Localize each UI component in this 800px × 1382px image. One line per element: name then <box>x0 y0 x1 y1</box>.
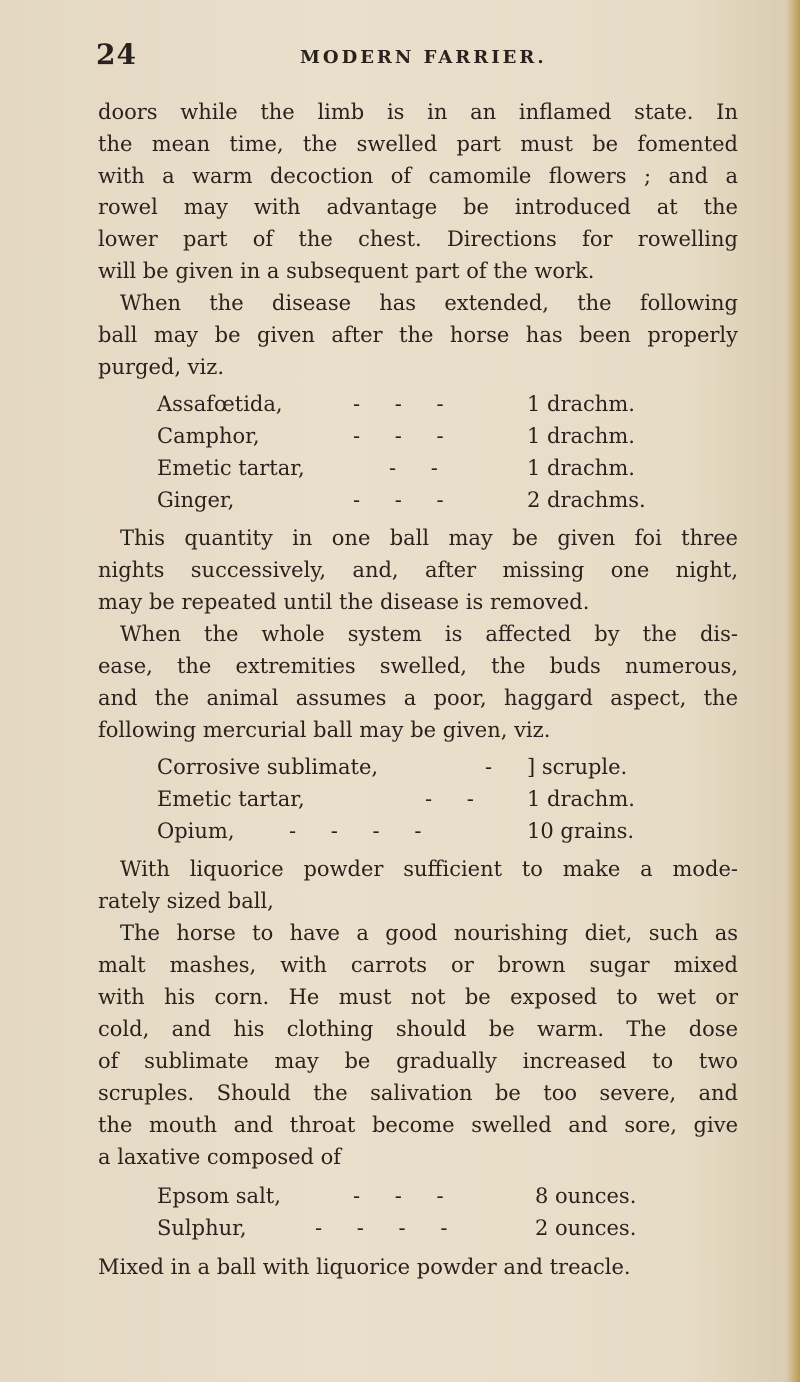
leader-dashes: - - - - <box>289 819 436 843</box>
ingredient-amount: 1 drachm. <box>527 787 635 811</box>
text-line: nights successively, and, after missing one night, <box>98 558 738 582</box>
leader-dashes: - - <box>425 787 488 811</box>
text-line: ball may be given after the horse has been properly <box>98 323 738 347</box>
text-line: and the animal assumes a poor, haggard aspect, the <box>98 686 738 710</box>
text-line: When the whole system is affected by the dis- <box>120 622 738 646</box>
text-line: The horse to have a good nourishing diet, such as <box>120 921 738 945</box>
ingredient-row <box>157 816 697 846</box>
ingredient-amount: 2 ounces. <box>535 1216 637 1240</box>
ingredient-name: Corrosive sublimate, <box>157 755 379 779</box>
ingredient-name: Emetic tartar, <box>157 456 305 480</box>
ingredient-row <box>157 1213 697 1243</box>
text-line: This quantity in one ball may be given foi three <box>120 526 738 550</box>
page-edge <box>786 0 800 1382</box>
ingredient-name: Emetic tartar, <box>157 787 305 811</box>
ingredient-name: Ginger, <box>157 488 235 512</box>
leader-dashes: - - - <box>353 1184 458 1208</box>
ingredient-amount: 1 drachm. <box>527 456 635 480</box>
text-line: will be given in a subsequent part of the work. <box>98 259 595 283</box>
ingredient-name: Opium, <box>157 819 235 843</box>
leader-dashes: - - - <box>353 488 458 512</box>
text-line: rately sized ball, <box>98 889 274 913</box>
text-line: the mean time, the swelled part must be fomented <box>98 132 738 156</box>
text-line: scruples. Should the salivation be too severe, and <box>98 1081 738 1105</box>
text-line: With liquorice powder sufficient to make a mode- <box>120 857 738 881</box>
running-title: MODERN FARRIER. <box>300 47 547 68</box>
page-number: 24 <box>96 38 137 71</box>
leader-dashes: - - - <box>353 392 458 416</box>
ingredient-row <box>157 752 697 782</box>
ingredient-row <box>157 389 697 419</box>
ingredient-name: Camphor, <box>157 424 260 448</box>
ingredient-row <box>157 784 697 814</box>
text-line: purged, viz. <box>98 355 224 379</box>
leader-dashes: - - - - <box>315 1216 462 1240</box>
ingredient-name: Assafœtida, <box>157 392 283 416</box>
text-line: with his corn. He must not be exposed to wet or <box>98 985 738 1009</box>
ingredient-row <box>157 421 697 451</box>
text-line: doors while the limb is in an inflamed state. In <box>98 100 738 124</box>
ingredient-amount: 10 grains. <box>527 819 635 843</box>
ingredient-row <box>157 1181 697 1211</box>
ingredient-row <box>157 453 697 483</box>
closing-line: Mixed in a ball with liquorice powder and treacle. <box>98 1255 631 1279</box>
ingredient-amount: 2 drachms. <box>527 488 646 512</box>
text-line: When the disease has extended, the following <box>120 291 738 315</box>
ingredient-amount: 8 ounces. <box>535 1184 637 1208</box>
ingredient-amount: ] scruple. <box>527 755 628 779</box>
text-line: ease, the extremities swelled, the buds numerous, <box>98 654 738 678</box>
text-line: rowel may with advantage be introduced at the <box>98 195 738 219</box>
text-line: a laxative composed of <box>98 1145 342 1169</box>
ingredient-amount: 1 drachm. <box>527 424 635 448</box>
ingredient-name: Sulphur, <box>157 1216 247 1240</box>
text-line: with a warm decoction of camomile flowers ; and a <box>98 164 738 188</box>
text-line: of sublimate may be gradually increased to two <box>98 1049 738 1073</box>
text-line: may be repeated until the disease is removed. <box>98 590 590 614</box>
leader-dashes: - - - <box>353 424 458 448</box>
ingredient-row <box>157 485 697 515</box>
text-line: lower part of the chest. Directions for rowelling <box>98 227 738 251</box>
leader-dashes: - <box>485 755 507 779</box>
page-header <box>96 38 736 78</box>
text-line: cold, and his clothing should be warm. The dose <box>98 1017 738 1041</box>
text-line: malt mashes, with carrots or brown sugar mixed <box>98 953 738 977</box>
text-line: the mouth and throat become swelled and sore, give <box>98 1113 738 1137</box>
text-line: following mercurial ball may be given, viz. <box>98 718 551 742</box>
ingredient-amount: 1 drachm. <box>527 392 635 416</box>
leader-dashes: - - <box>389 456 452 480</box>
ingredient-name: Epsom salt, <box>157 1184 281 1208</box>
